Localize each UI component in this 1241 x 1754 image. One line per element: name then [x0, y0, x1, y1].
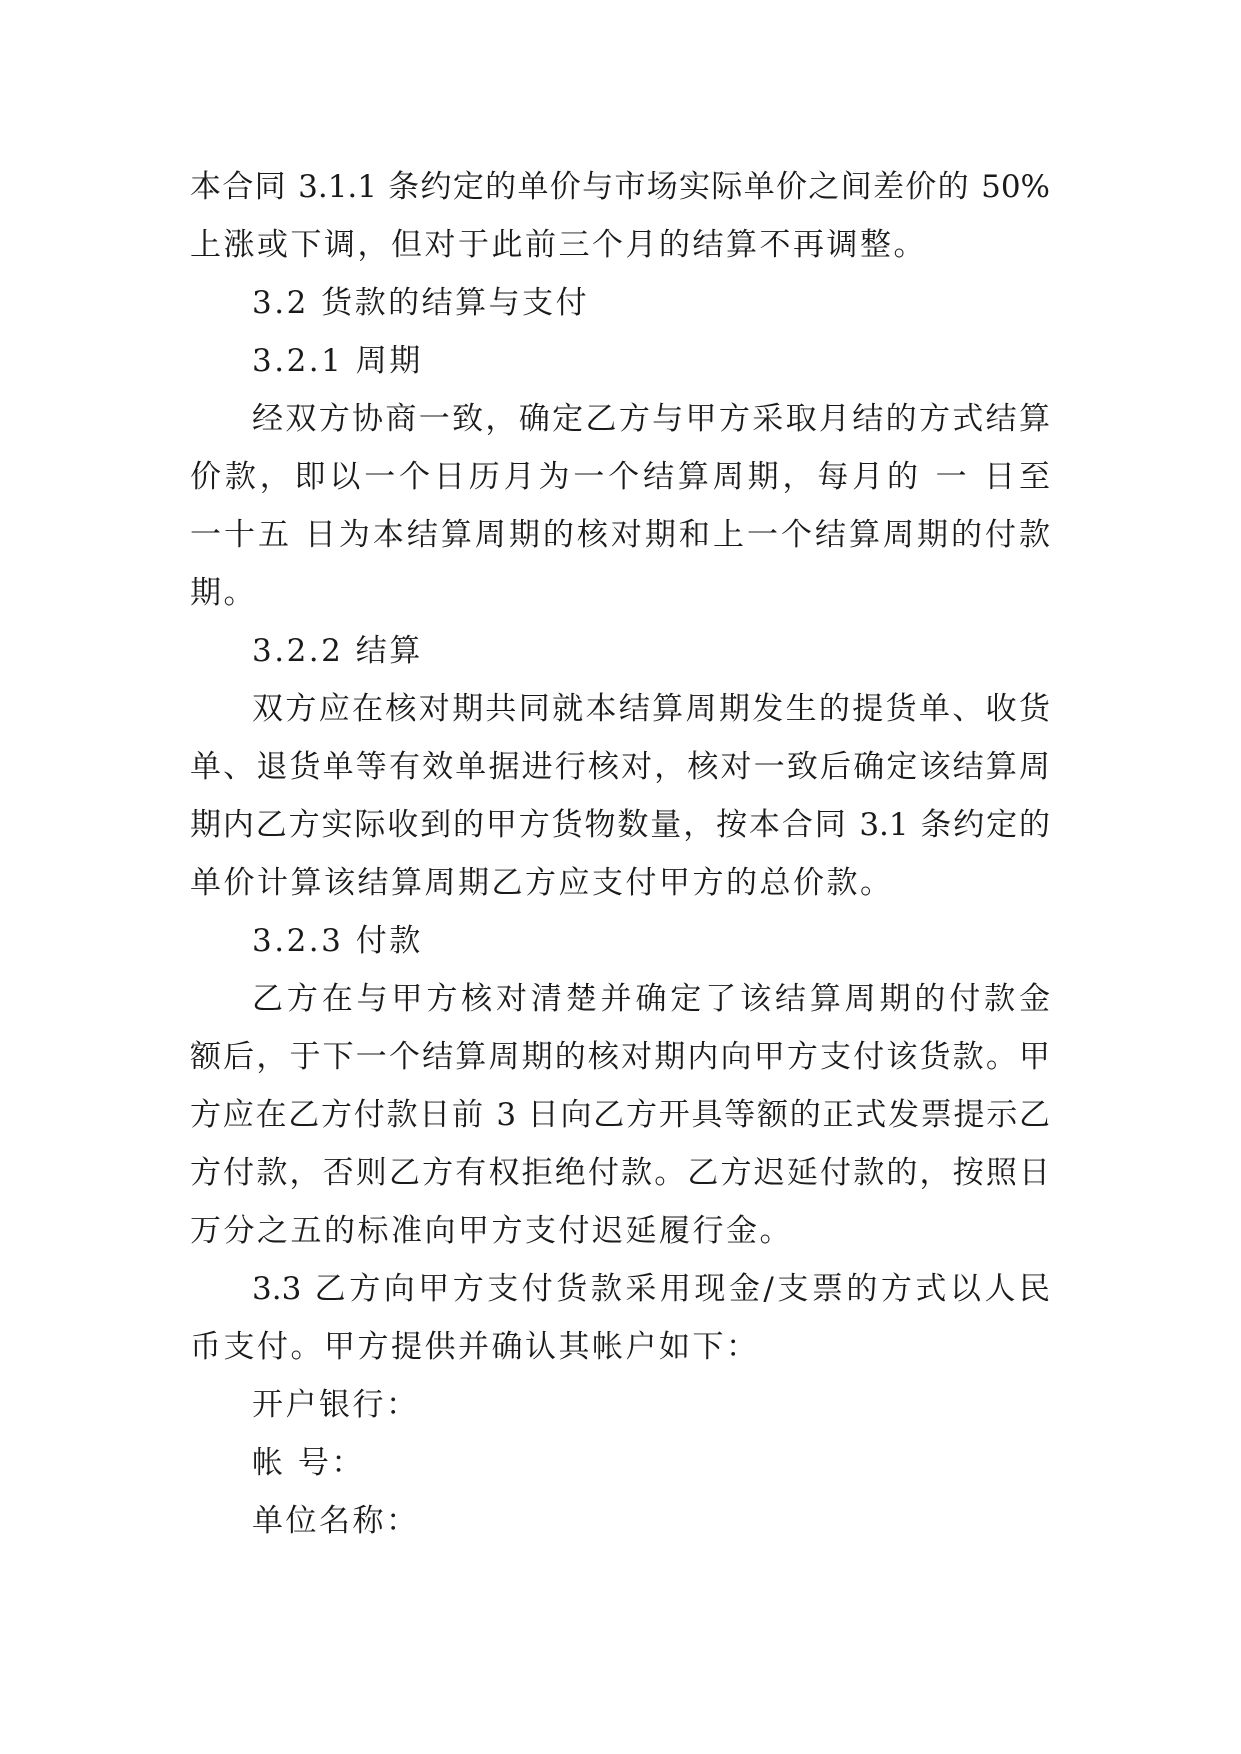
subsection-heading: 3.2.3 付款	[252, 923, 423, 959]
account-number-label: 帐 号：	[252, 1445, 365, 1481]
paragraph-line: 双方应在核对期共同就本结算周期发生的提货单、收货	[252, 691, 1050, 727]
section-heading: 3.2 货款的结算与支付	[252, 285, 590, 321]
paragraph-line: 方应在乙方付款日前 3 日向乙方开具等额的正式发票提示乙	[190, 1097, 1050, 1133]
paragraph-line: 单价计算该结算周期乙方应支付甲方的总价款。	[190, 865, 894, 901]
paragraph-line: 币支付。甲方提供并确认其帐户如下：	[190, 1329, 760, 1365]
paragraph-line: 乙方在与甲方核对清楚并确定了该结算周期的付款金	[252, 981, 1050, 1017]
paragraph-line: 3.3 乙方向甲方支付货款采用现金/支票的方式以人民	[252, 1271, 1050, 1307]
paragraph-line: 期。	[190, 575, 257, 611]
document-page	[190, 158, 1050, 1550]
paragraph-line: 额后，于下一个结算周期的核对期内向甲方支付该货款。甲	[190, 1039, 1050, 1075]
subsection-heading: 3.2.2 结算	[252, 633, 423, 669]
company-name-label: 单位名称：	[252, 1503, 420, 1539]
bank-label: 开户银行：	[252, 1387, 420, 1423]
paragraph-line: 一十五 日为本结算周期的核对期和上一个结算周期的付款	[190, 517, 1050, 553]
paragraph-line: 单、退货单等有效单据进行核对，核对一致后确定该结算周	[190, 749, 1050, 785]
paragraph-line: 期内乙方实际收到的甲方货物数量，按本合同 3.1 条约定的	[190, 807, 1050, 843]
paragraph-line: 上涨或下调，但对于此前三个月的结算不再调整。	[190, 227, 927, 263]
subsection-heading: 3.2.1 周期	[252, 343, 423, 379]
paragraph-line: 方付款，否则乙方有权拒绝付款。乙方迟延付款的，按照日	[190, 1155, 1050, 1191]
paragraph-line: 经双方协商一致，确定乙方与甲方采取月结的方式结算	[252, 401, 1050, 437]
paragraph-line: 本合同 3.1.1 条约定的单价与市场实际单价之间差价的 50%	[190, 169, 1050, 205]
paragraph-line: 价款，即以一个日历月为一个结算周期，每月的 一 日至	[190, 459, 1050, 495]
paragraph-line: 万分之五的标准向甲方支付迟延履行金。	[190, 1213, 793, 1249]
